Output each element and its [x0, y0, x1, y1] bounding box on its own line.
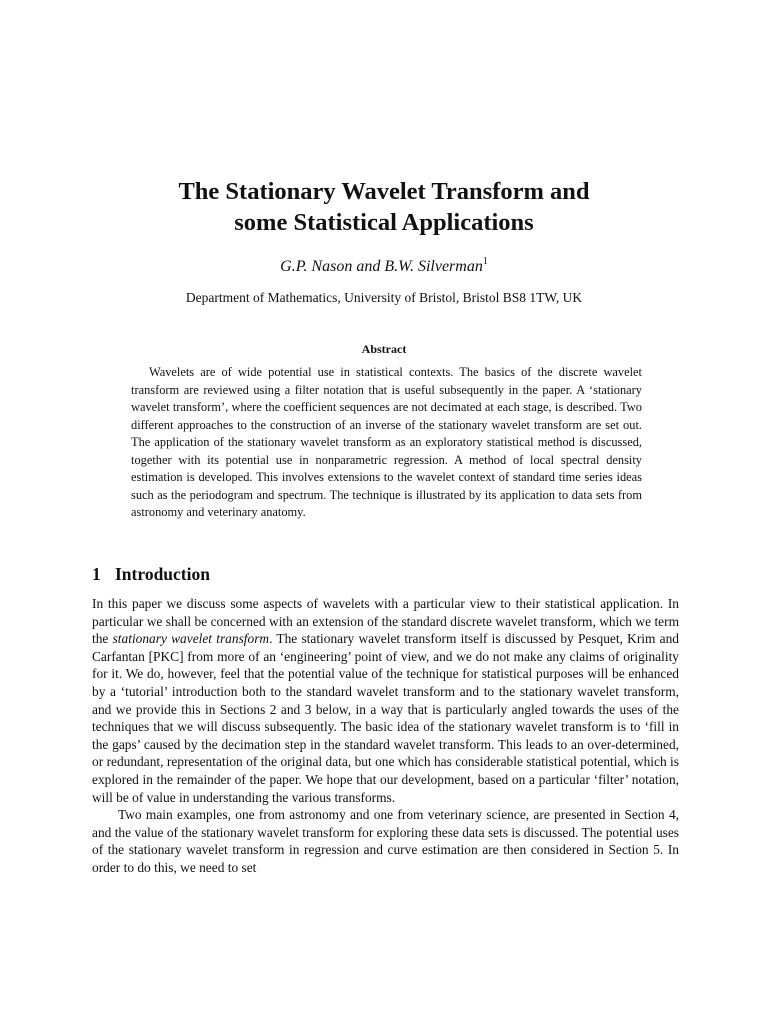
section-heading-introduction [92, 563, 210, 585]
title-line-2: some Statistical Applications [234, 209, 534, 236]
author-affiliation: Department of Mathematics, University of Bristol, Bristol BS8 1TW, UK [185, 290, 583, 305]
section-number: 1 [92, 564, 101, 584]
author-names: G.P. Nason and B.W. Silverman [280, 258, 483, 275]
introduction-body [92, 595, 679, 877]
author-list [60, 256, 708, 278]
abstract-text: Wavelets are of wide potential use in statistical contexts. The basics of the discrete wavelet transform are reviewed using a filter notation that is useful subsequently in the paper. A ‘stationary wavelet transform’, where the coefficient sequences are not decimated at each stage, is described. Two different approaches to the construction of an inverse of the stationary wavelet transform are set out. The application of the stationary wavelet transform as an exploratory statistical method is discussed, together with its potential use in nonparametric regression. A method of local spectral density estimation is developed. This involves extensions to the wavelet context of standard time series ideas such as the periodogram and spectrum. The technique is illustrated by its application to data sets from astronomy and veterinary anatomy. [131, 365, 642, 520]
stationary-wavelet-transform-term: stationary wavelet transform [112, 631, 270, 647]
paragraph-1-text-b: . The stationary wavelet transform itself is discussed by Pesquet, Krim and Carfantan [PKC] from more of an ‘engineering’ point of view, and we do not make any claims of originality for it. We do, however, feel that the potential value of the technique for statistical purposes will be enhanced by a ‘tutorial’ introduction both to the standard wavelet transform and to the stationary wavelet transform, and we provide this in Sections 2 and 3 below, in a way that is particularly angled towards the uses of the techniques that we will discuss subsequently. The basic idea of the stationary wavelet transform is to ‘fill in the gaps’ caused by the decimation step in the standard wavelet transform. This leads to an over-determined, or redundant, representation of the original data, but one which has considerable statistical potential, which is explored in the remainder of the paper. We hope that our development, based on a particular ‘filter’ notation, will be of value in understanding the various transforms. [92, 631, 679, 805]
introduction-paragraph-2: Two main examples, one from astronomy and one from veterinary science, are presented in Section 4, and the value of the stationary wavelet transform for exploring these data sets is discussed. The potential uses of the stationary wavelet transform in regression and curve estimation are then considered in Section 5. In order to do this, we need to set [92, 807, 679, 875]
section-title: Introduction [115, 564, 210, 584]
paper-title [60, 176, 708, 238]
title-line-1: The Stationary Wavelet Transform and [178, 178, 590, 205]
introduction-paragraph-1 [92, 595, 679, 806]
abstract-heading: Abstract [361, 342, 407, 356]
paragraph-1-text-a: In this paper we discuss some aspects of wavelets with a particular view to their statistical application. In particular we shall be concerned with an extension of the standard discrete wavelet transform, which we term the [92, 596, 679, 647]
author-footnote-mark: 1 [482, 256, 488, 267]
